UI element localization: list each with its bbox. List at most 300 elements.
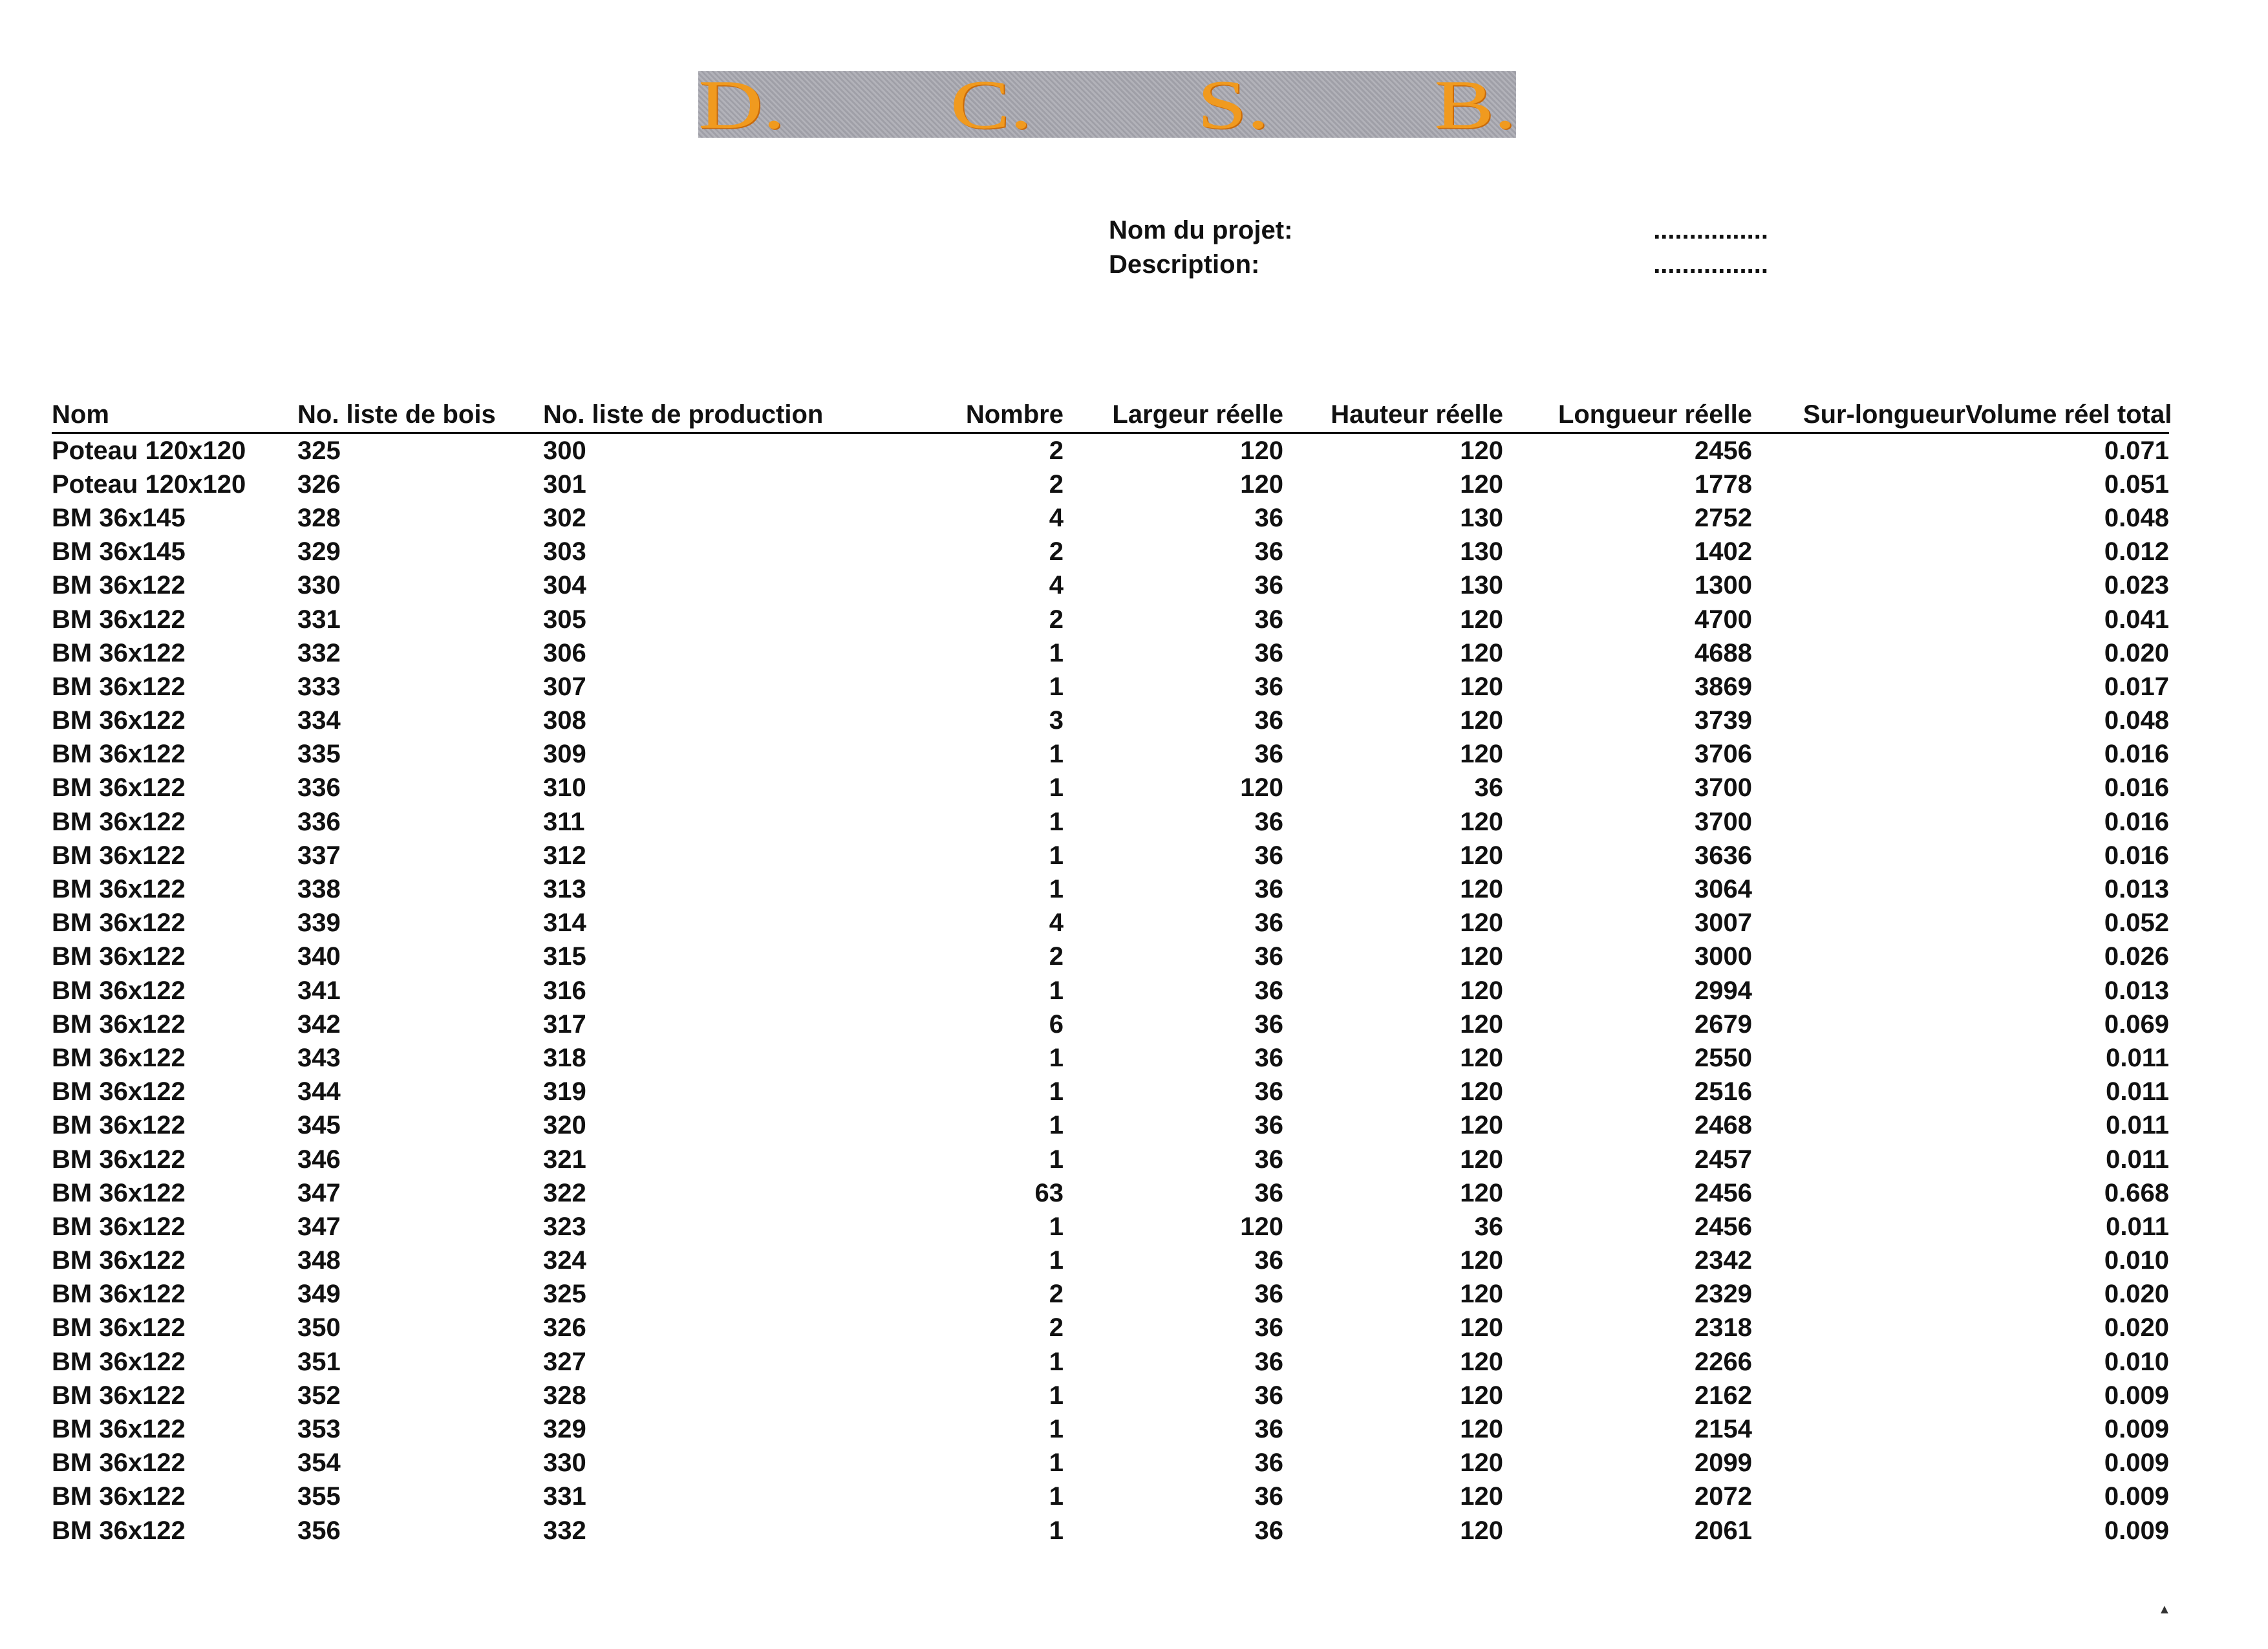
company-logo [698,65,1516,144]
cell-longueur: 2154 [1695,1415,1752,1444]
cell-nombre: 1 [1049,773,1064,803]
cell-longueur: 3700 [1695,773,1752,803]
cell-liste-production: 302 [543,503,586,532]
cell-longueur: 1778 [1695,469,1752,499]
description-row [1109,248,1768,282]
cell-volume: 0.023 [2104,571,2169,600]
cell-sur-longueur [1752,1244,1965,1278]
cell-volume: 0.016 [2104,841,2169,870]
project-name-label: Nom du projet: [1109,216,1293,244]
cell-nombre: 1 [1049,1111,1064,1140]
cell-largeur: 36 [1254,1449,1283,1478]
cell-longueur: 2456 [1695,1178,1752,1207]
cell-liste-bois: 353 [297,1415,341,1444]
cell-liste-production: 316 [543,976,586,1005]
cell-largeur: 36 [1254,1111,1283,1140]
cell-longueur: 3064 [1695,875,1752,904]
table-row [52,670,2169,704]
project-name-value: ................ [1653,216,1768,244]
col-header-nom: Nom [52,388,297,433]
cell-nombre: 1 [1049,740,1064,769]
cell-nombre: 3 [1049,706,1064,735]
cell-nombre: 1 [1049,976,1064,1005]
cell-longueur: 3007 [1695,909,1752,938]
cell-nombre: 1 [1049,1145,1064,1174]
cell-volume: 0.011 [2106,1111,2169,1140]
cell-hauteur: 120 [1460,672,1503,701]
cell-nom: BM 36x122 [52,773,186,803]
cell-sur-longueur [1752,1311,1965,1345]
cell-sur-longueur [1752,1143,1965,1176]
cell-liste-production: 326 [543,1313,586,1342]
cell-liste-bois: 328 [297,503,341,532]
col-header-volume: Volume réel total [1965,388,2169,433]
cell-longueur: 2752 [1695,503,1752,532]
cell-longueur: 2266 [1695,1347,1752,1376]
table-row [52,704,2169,738]
cell-nombre: 1 [1049,1077,1064,1106]
cell-longueur: 3636 [1695,841,1752,870]
col-header-largeur: Largeur réelle [1064,388,1283,433]
cell-hauteur: 120 [1460,1111,1503,1140]
cell-liste-bois: 349 [297,1280,341,1309]
cell-volume: 0.009 [2104,1449,2169,1478]
table-row [52,907,2169,940]
cell-volume: 0.017 [2104,672,2169,701]
logo-letter-s: S. [1197,65,1269,144]
cell-liste-bois: 336 [297,773,341,803]
cell-sur-longueur [1752,1109,1965,1143]
cell-volume: 0.048 [2104,503,2169,532]
cell-sur-longueur [1752,1514,1965,1547]
cell-liste-production: 305 [543,605,586,634]
cell-longueur: 3706 [1695,740,1752,769]
cell-liste-production: 315 [543,942,586,971]
cell-nom: BM 36x122 [52,875,186,904]
cell-liste-production: 325 [543,1280,586,1309]
cell-largeur: 36 [1254,503,1283,532]
table-row [52,1210,2169,1244]
cell-longueur: 2468 [1695,1111,1752,1140]
cell-nombre: 2 [1049,1280,1064,1309]
table-row [52,501,2169,535]
cell-volume: 0.020 [2104,1313,2169,1342]
cell-longueur: 2342 [1695,1246,1752,1275]
cell-liste-production: 309 [543,740,586,769]
cell-nombre: 1 [1049,841,1064,870]
cell-hauteur: 36 [1474,773,1503,803]
cell-liste-bois: 356 [297,1516,341,1545]
cell-longueur: 3739 [1695,706,1752,735]
cell-largeur: 36 [1254,1280,1283,1309]
table-row [52,771,2169,805]
cell-nombre: 1 [1049,1043,1064,1072]
cell-liste-bois: 347 [297,1212,341,1241]
cell-nom: BM 36x122 [52,1313,186,1342]
cell-nombre: 1 [1049,807,1064,836]
cell-nom: BM 36x122 [52,638,186,667]
table-row [52,1345,2169,1379]
cell-hauteur: 120 [1460,976,1503,1005]
cell-largeur: 36 [1254,1482,1283,1511]
table-row [52,805,2169,839]
cell-sur-longueur [1752,1480,1965,1514]
cell-nombre: 63 [1034,1178,1064,1207]
table-row [52,603,2169,636]
table-row [52,1480,2169,1514]
table-header-row [52,388,2169,433]
cell-liste-bois: 342 [297,1009,341,1039]
cell-liste-bois: 352 [297,1381,341,1410]
table-row [52,468,2169,501]
cell-hauteur: 120 [1460,1077,1503,1106]
cell-sur-longueur [1752,501,1965,535]
cell-nombre: 6 [1049,1009,1064,1039]
cell-liste-bois: 337 [297,841,341,870]
cell-liste-production: 303 [543,537,586,566]
cell-liste-bois: 345 [297,1111,341,1140]
cell-nom: BM 36x122 [52,1415,186,1444]
cell-liste-production: 327 [543,1347,586,1376]
cell-hauteur: 120 [1460,1347,1503,1376]
cell-hauteur: 120 [1460,1145,1503,1174]
cell-hauteur: 130 [1460,503,1503,532]
cell-volume: 0.012 [2104,537,2169,566]
cell-liste-bois: 340 [297,942,341,971]
col-header-sur-longueur: Sur-longueur [1752,388,1965,433]
cell-hauteur: 120 [1460,436,1503,465]
cell-largeur: 120 [1240,1212,1283,1241]
table-row [52,1447,2169,1480]
cell-largeur: 36 [1254,1077,1283,1106]
cell-liste-bois: 350 [297,1313,341,1342]
cell-largeur: 36 [1254,976,1283,1005]
table-row [52,1143,2169,1176]
cell-largeur: 120 [1240,773,1283,803]
cell-nombre: 1 [1049,1212,1064,1241]
cell-sur-longueur [1752,569,1965,603]
cell-sur-longueur [1752,670,1965,704]
table-body [52,433,2169,1548]
cell-sur-longueur [1752,1075,1965,1109]
cell-nombre: 1 [1049,672,1064,701]
cell-liste-production: 314 [543,909,586,938]
cell-nombre: 1 [1049,875,1064,904]
cell-longueur: 2456 [1695,436,1752,465]
table-row [52,1514,2169,1547]
cell-volume: 0.010 [2104,1246,2169,1275]
cell-nom: Poteau 120x120 [52,436,246,465]
col-header-longueur: Longueur réelle [1503,388,1752,433]
cell-nombre: 2 [1049,436,1064,465]
cell-longueur: 2061 [1695,1516,1752,1545]
table-row [52,1176,2169,1210]
cell-hauteur: 120 [1460,638,1503,667]
cell-nom: BM 36x122 [52,1178,186,1207]
cell-largeur: 36 [1254,1043,1283,1072]
cell-largeur: 36 [1254,638,1283,667]
cell-hauteur: 120 [1460,942,1503,971]
table-row [52,535,2169,569]
cell-largeur: 36 [1254,875,1283,904]
cell-largeur: 36 [1254,537,1283,566]
cell-largeur: 36 [1254,942,1283,971]
table-row [52,1075,2169,1109]
cell-nombre: 1 [1049,1246,1064,1275]
table-row [52,974,2169,1008]
cell-volume: 0.009 [2104,1516,2169,1545]
cell-volume: 0.011 [2106,1043,2169,1072]
cell-volume: 0.013 [2104,976,2169,1005]
logo-letter-d: D. [698,65,786,144]
cell-nom: BM 36x122 [52,909,186,938]
cell-nombre: 4 [1049,909,1064,938]
cell-liste-production: 319 [543,1077,586,1106]
cell-largeur: 36 [1254,571,1283,600]
cell-hauteur: 120 [1460,1043,1503,1072]
cell-sur-longueur [1752,1176,1965,1210]
cell-sur-longueur [1752,1447,1965,1480]
cell-hauteur: 120 [1460,1449,1503,1478]
cell-nom: BM 36x145 [52,537,186,566]
cell-longueur: 1402 [1695,537,1752,566]
cell-liste-production: 324 [543,1246,586,1275]
cell-liste-bois: 343 [297,1043,341,1072]
cell-nom: BM 36x122 [52,1280,186,1309]
cell-liste-bois: 325 [297,436,341,465]
cell-longueur: 1300 [1695,571,1752,600]
cell-hauteur: 120 [1460,469,1503,499]
cell-nombre: 1 [1049,1347,1064,1376]
cell-sur-longueur [1752,603,1965,636]
cell-hauteur: 120 [1460,807,1503,836]
cell-largeur: 36 [1254,1381,1283,1410]
cell-nombre: 2 [1049,537,1064,566]
cell-liste-production: 328 [543,1381,586,1410]
cell-nom: BM 36x122 [52,1482,186,1511]
table-row [52,1379,2169,1412]
cell-volume: 0.009 [2104,1415,2169,1444]
cell-nom: BM 36x122 [52,706,186,735]
cell-volume: 0.009 [2104,1381,2169,1410]
cell-volume: 0.016 [2104,773,2169,803]
cell-nom: BM 36x122 [52,605,186,634]
cell-hauteur: 130 [1460,537,1503,566]
cell-sur-longueur [1752,1345,1965,1379]
col-header-liste-bois: No. liste de bois [297,388,543,433]
cell-liste-production: 308 [543,706,586,735]
cell-largeur: 120 [1240,436,1283,465]
cell-liste-bois: 331 [297,605,341,634]
cell-nombre: 2 [1049,469,1064,499]
cell-sur-longueur [1752,839,1965,872]
cell-longueur: 3000 [1695,942,1752,971]
cell-largeur: 36 [1254,1145,1283,1174]
cell-nombre: 1 [1049,1449,1064,1478]
cell-volume: 0.013 [2104,875,2169,904]
table-row [52,569,2169,603]
cell-volume: 0.668 [2104,1178,2169,1207]
cell-nom: Poteau 120x120 [52,469,246,499]
cell-hauteur: 120 [1460,1246,1503,1275]
cell-hauteur: 120 [1460,706,1503,735]
cell-nombre: 1 [1049,1381,1064,1410]
cell-nombre: 1 [1049,1415,1064,1444]
cell-longueur: 2994 [1695,976,1752,1005]
cell-longueur: 3700 [1695,807,1752,836]
cell-liste-production: 312 [543,841,586,870]
cell-longueur: 2516 [1695,1077,1752,1106]
table-row [52,1041,2169,1075]
cell-liste-production: 330 [543,1449,586,1478]
cell-nom: BM 36x122 [52,1043,186,1072]
cell-hauteur: 120 [1460,1313,1503,1342]
table-row [52,839,2169,872]
table-row [52,1008,2169,1041]
cell-liste-bois: 348 [297,1246,341,1275]
col-header-hauteur: Hauteur réelle [1283,388,1503,433]
cell-sur-longueur [1752,805,1965,839]
cell-liste-production: 304 [543,571,586,600]
cell-sur-longueur [1752,1210,1965,1244]
cell-volume: 0.011 [2106,1077,2169,1106]
cell-longueur: 2099 [1695,1449,1752,1478]
cell-nom: BM 36x122 [52,942,186,971]
cell-nombre: 1 [1049,1482,1064,1511]
cell-hauteur: 120 [1460,1178,1503,1207]
cell-sur-longueur [1752,1041,1965,1075]
cell-liste-production: 329 [543,1415,586,1444]
cell-liste-bois: 330 [297,571,341,600]
cell-volume: 0.010 [2104,1347,2169,1376]
cell-longueur: 2318 [1695,1313,1752,1342]
cell-sur-longueur [1752,1008,1965,1041]
cell-nom: BM 36x122 [52,1077,186,1106]
cell-volume: 0.009 [2104,1482,2169,1511]
cell-hauteur: 120 [1460,605,1503,634]
cell-hauteur: 120 [1460,1482,1503,1511]
col-header-liste-production: No. liste de production [543,388,879,433]
wood-list-table [52,388,2172,1547]
logo-letter-b: B. [1434,65,1516,144]
cell-longueur: 3869 [1695,672,1752,701]
cell-volume: 0.051 [2104,469,2169,499]
cell-liste-production: 301 [543,469,586,499]
cell-largeur: 36 [1254,605,1283,634]
cell-liste-production: 320 [543,1111,586,1140]
cell-liste-production: 332 [543,1516,586,1545]
cell-largeur: 120 [1240,469,1283,499]
cell-volume: 0.071 [2104,436,2169,465]
description-value: ................ [1653,250,1768,279]
table-row [52,1412,2169,1446]
cell-liste-bois: 326 [297,469,341,499]
cell-largeur: 36 [1254,672,1283,701]
cell-longueur: 4700 [1695,605,1752,634]
table-row [52,872,2169,906]
cell-largeur: 36 [1254,841,1283,870]
cell-volume: 0.041 [2104,605,2169,634]
cell-largeur: 36 [1254,706,1283,735]
cell-liste-bois: 335 [297,740,341,769]
cell-longueur: 2456 [1695,1212,1752,1241]
cell-nom: BM 36x122 [52,841,186,870]
cell-hauteur: 120 [1460,841,1503,870]
cell-nom: BM 36x122 [52,1449,186,1478]
cell-hauteur: 120 [1460,1415,1503,1444]
project-meta [1109,213,1768,282]
cell-hauteur: 120 [1460,1009,1503,1039]
cell-nombre: 4 [1049,503,1064,532]
cell-sur-longueur [1752,738,1965,771]
cell-volume: 0.016 [2104,740,2169,769]
cell-hauteur: 120 [1460,1381,1503,1410]
cell-sur-longueur [1752,940,1965,974]
cell-nom: BM 36x122 [52,1516,186,1545]
cell-sur-longueur [1752,468,1965,501]
cell-liste-bois: 336 [297,807,341,836]
cell-sur-longueur [1752,771,1965,805]
cell-nom: BM 36x122 [52,1009,186,1039]
cell-longueur: 2550 [1695,1043,1752,1072]
cell-nom: BM 36x122 [52,1111,186,1140]
col-header-nombre: Nombre [879,388,1064,433]
page-mark: ▲ [2158,1602,2171,1617]
cell-liste-production: 311 [543,807,585,836]
cell-nombre: 1 [1049,638,1064,667]
cell-nom: BM 36x122 [52,1212,186,1241]
cell-liste-bois: 334 [297,706,341,735]
cell-largeur: 36 [1254,807,1283,836]
table-row [52,1311,2169,1345]
cell-sur-longueur [1752,636,1965,670]
description-label: Description: [1109,250,1260,279]
cell-sur-longueur [1752,433,1965,468]
cell-volume: 0.069 [2104,1009,2169,1039]
cell-nom: BM 36x122 [52,571,186,600]
cell-nom: BM 36x122 [52,1145,186,1174]
cell-liste-bois: 346 [297,1145,341,1174]
cell-liste-bois: 344 [297,1077,341,1106]
cell-longueur: 2329 [1695,1280,1752,1309]
cell-hauteur: 120 [1460,1280,1503,1309]
cell-longueur: 2457 [1695,1145,1752,1174]
cell-longueur: 2072 [1695,1482,1752,1511]
cell-nom: BM 36x122 [52,672,186,701]
cell-volume: 0.016 [2104,807,2169,836]
cell-liste-bois: 355 [297,1482,341,1511]
cell-liste-production: 321 [543,1145,586,1174]
cell-nombre: 1 [1049,1516,1064,1545]
cell-sur-longueur [1752,1412,1965,1446]
table-row [52,1109,2169,1143]
logo-letter-c: C. [950,65,1032,144]
cell-largeur: 36 [1254,909,1283,938]
cell-largeur: 36 [1254,1246,1283,1275]
cell-nombre: 2 [1049,605,1064,634]
cell-largeur: 36 [1254,1313,1283,1342]
cell-liste-bois: 347 [297,1178,341,1207]
cell-nom: BM 36x122 [52,1347,186,1376]
table-row [52,738,2169,771]
cell-hauteur: 130 [1460,571,1503,600]
cell-hauteur: 120 [1460,740,1503,769]
cell-hauteur: 36 [1474,1212,1503,1241]
cell-nombre: 4 [1049,571,1064,600]
cell-volume: 0.026 [2104,942,2169,971]
cell-hauteur: 120 [1460,1516,1503,1545]
cell-nom: BM 36x122 [52,807,186,836]
